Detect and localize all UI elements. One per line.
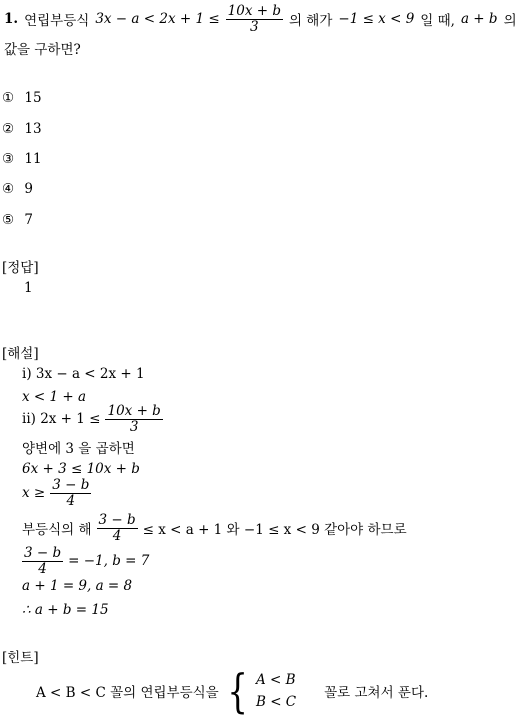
fraction-denominator: 4 xyxy=(22,561,63,577)
fraction-denominator: 4 xyxy=(50,493,91,509)
solution-line-2: x < 1 + a xyxy=(22,389,87,405)
choice-1[interactable] xyxy=(2,90,42,106)
solution-line-7 xyxy=(22,510,407,546)
choice-mark: ⑤ xyxy=(2,212,15,228)
solution-line-10: ∴ a + b = 15 xyxy=(22,602,109,618)
solution-line-6-fraction xyxy=(50,478,91,509)
fraction-numerator: 10x + b xyxy=(107,402,161,419)
hint-pre: A < B < C 꼴의 연립부등식을 xyxy=(36,685,219,701)
solution-line-4: 양변에 3 을 곱하면 xyxy=(22,441,135,457)
question-fraction-denominator: 3 xyxy=(226,19,283,35)
question-mid: 의 해가 xyxy=(288,13,333,29)
choice-value: 7 xyxy=(24,212,33,228)
fraction-numerator: 3 − b xyxy=(98,511,136,528)
solution-line-9: a + 1 = 9, a = 8 xyxy=(22,578,133,594)
choice-value: 9 xyxy=(24,181,33,197)
solution-label: [해설] xyxy=(2,346,39,362)
solution-line-8-post: = −1, b = 7 xyxy=(68,553,150,569)
hint-post: 꼴로 고쳐서 푼다. xyxy=(324,685,429,701)
solution-line-8-fraction xyxy=(22,546,63,577)
solution-line-3 xyxy=(22,402,163,436)
question-range: −1 ≤ x < 9 xyxy=(338,11,415,27)
question-tail: 의 xyxy=(503,13,517,29)
choice-value: 15 xyxy=(24,90,42,106)
choice-mark: ④ xyxy=(2,181,15,197)
answer-label: [정답] xyxy=(2,260,39,276)
solution-line-7-fraction xyxy=(97,513,138,544)
solution-line-8 xyxy=(22,543,149,579)
question-fraction-numerator: 10x + b xyxy=(227,2,281,19)
solution-line-6 xyxy=(22,475,91,511)
hint-system-row-2: B < C xyxy=(255,694,297,710)
question-target: a + b xyxy=(460,11,498,27)
question-fraction xyxy=(226,4,283,35)
question-mid2: 일 때, xyxy=(420,13,455,29)
question-number: 1. xyxy=(4,11,19,27)
question-intro: 연립부등식 xyxy=(24,13,90,29)
choice-value: 11 xyxy=(24,151,42,167)
choice-5[interactable] xyxy=(2,212,33,228)
solution-line-7-mid: ≤ x < a + 1 와 −1 ≤ x < 9 같아야 하므로 xyxy=(142,522,407,538)
solution-line-7-pre: 부등식의 해 xyxy=(22,522,92,538)
choice-value: 13 xyxy=(24,121,42,137)
hint-system xyxy=(256,672,296,710)
solution-line-3-fraction xyxy=(105,404,162,435)
question-inequality: 3x − a < 2x + 1 ≤ xyxy=(95,11,220,27)
question-line-1 xyxy=(4,2,517,36)
answer-value: 1 xyxy=(24,280,33,296)
solution-line-3-pre: ii) 2x + 1 ≤ xyxy=(22,411,101,427)
left-brace-icon: { xyxy=(227,664,248,718)
choice-mark: ① xyxy=(2,90,15,106)
hint-line xyxy=(36,664,428,718)
solution-line-6-pre: x ≥ xyxy=(22,485,46,501)
fraction-denominator: 3 xyxy=(105,419,162,435)
solution-line-5: 6x + 3 ≤ 10x + b xyxy=(22,461,140,477)
hint-label: [힌트] xyxy=(2,650,39,666)
choice-mark: ② xyxy=(2,121,15,137)
choice-3[interactable] xyxy=(2,151,42,167)
fraction-numerator: 3 − b xyxy=(52,476,90,493)
choice-4[interactable] xyxy=(2,181,33,197)
choice-mark: ③ xyxy=(2,151,15,167)
fraction-denominator: 4 xyxy=(97,528,138,544)
choice-2[interactable] xyxy=(2,121,42,137)
fraction-numerator: 3 − b xyxy=(24,544,62,561)
solution-line-1: i) 3x − a < 2x + 1 xyxy=(22,366,145,382)
hint-system-row-1: A < B xyxy=(255,672,296,688)
question-line-2: 값을 구하면? xyxy=(4,42,81,58)
